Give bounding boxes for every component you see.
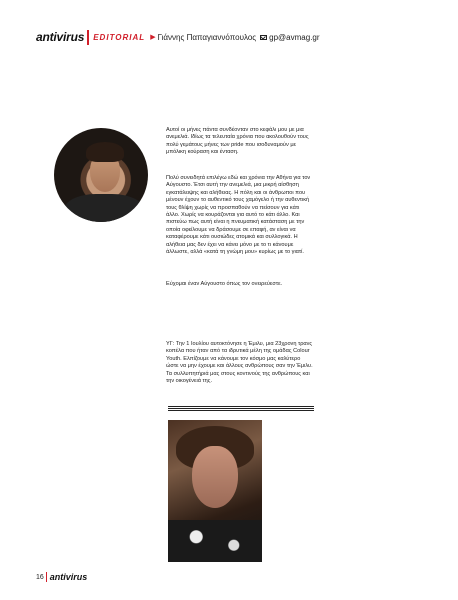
photo-caption: ΥΓ: Την 1 Ιουλίου αυτοκτόνησε η Έμιλυ, μια 23χρονη τρανς κοπέλα που ήταν από τα ιδρυτικά μέλη της ομάδας Colour Youth. Ελπίζουμε να κάνουμε τον κόσμο μας καλύτερο ώστε να μην έχουμε και άλλους ανθρώπους σαν την Έμιλυ. Τα συλλυπητήριά μας στους κοντινούς της ανθρώπους και την οικογένειά της. [166, 341, 313, 385]
article-paragraph-1: Αυτοί οι μήνες πάντα συνδέονταν στο κεφάλι μου με μια ανεμελιά. Ιδίως τα τελευταία χρόνια που ακολουθούν τους πολύ γεμάτους μήνες των pride που ισοδυναμούν με μπόλικη κούραση και ένταση. [166, 127, 309, 156]
page-footer [36, 572, 87, 582]
author-name: Γιάννης Παπαγιαννόπουλος [157, 32, 257, 42]
footer-divider [46, 572, 47, 582]
footer-logo: antivirus [49, 572, 88, 582]
magazine-logo: antivirus [36, 30, 85, 44]
article-paragraph-3: Εύχομαι έναν Αύγουστο όπως τον ονειρεύεστε. [166, 281, 283, 287]
page-number: 16 [36, 573, 44, 581]
page-header [36, 28, 436, 46]
arrow-icon: ▶ [150, 34, 156, 41]
author-portrait [54, 128, 148, 222]
article-paragraph-2: Πολύ συνειδητά επιλέγω εδώ και χρόνια την Αθήνα για τον Αύγουστο. Έτσι αυτή την ανεμελιά, μια μικρή αίσθηση εγκατάλειψης και αλήθειας. Η πόλη και οι άνθρωποι που μένουν έχουν το αυθεντικό τους χαμόγελο ή την αυθεντική τους θλίψη χωρίς να προσπαθούν να πείσουν για κάτι άλλο. Χωρίς να κουράζονται για αυτό το κάτι άλλο. Και πιστεύω πως αυτή είναι η πνευματική κατάσταση με την οποία οφείλουμε να δράσουμε σε επαφή, αν είναι να καταφέρουμε κάτι ουσιώδες ατομικά και συλλογικά. Η αλήθεια μας δεν έχει να κάνει μόνο με το τι κάνουμε άλλωστε, αλλά «κατά τη γνώμη μου» κυρίως με το γιατί. [166, 175, 311, 256]
envelope-icon [260, 35, 267, 40]
memorial-photo [168, 420, 262, 562]
decorative-stripes [168, 406, 314, 412]
header-divider [87, 30, 89, 45]
author-email: gp@avmag.gr [269, 32, 320, 42]
section-label: EDITORIAL [93, 32, 146, 42]
